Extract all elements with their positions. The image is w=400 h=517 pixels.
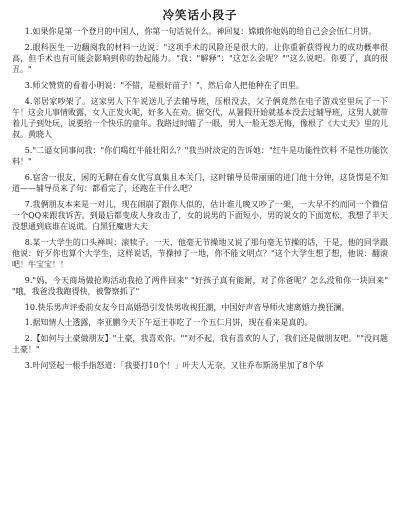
joke-paragraph: 7.我俩朋友本来是一对儿，现在闹崩了跟你人似的，估计谁儿晚又吵了一架，一大早不约而同一个微信一个QQ来跟我诉苦。到最后都变成人身攻击了，女的说男的下面短小，男的说女的下面宽松，我想了半天没想通到底谁在说谎。白黑狂魔唐大夫 [12,199,388,232]
joke-paragraph: 10.快乐男声评委前女友今日高婚恐引发快男收视狂潮，中国好声音导师火速离婚力挽狂澜。 [24,302,350,312]
joke-paragraph: 4.邻居家吵架了。这家男人下午说送儿子去辅导班，压根没去，父子俩竟然在电子游戏室里玩了一下午！这会儿事情败露，女人正发火呢，好多人在劝。据交代，从暑假开始就基本没去过辅导班，这男人就带着儿子到处玩，说要给一个快乐的童年。我路过时瞄了一眼，男人一脸无怨无悔，像根了《大丈夫》里的儿叔。黄晓人 [12,96,388,140]
joke-paragraph: 2.【如何与土豪做朋友】"土豪，我喜欢你。""对不起，我有喜欢的人了，我们还是做朋友吧。""没问题土豪！" [12,334,388,355]
joke-paragraph: 1.据知情人士透露，李亚鹏今天下午逗王菲吃了一个五仁月饼，现在看来是真的。 [24,318,313,328]
joke-paragraph: 5."二逼女同事问我："你们喝红牛能壮阳么？"我当时淡定的告诉她："红牛是功能性饮料 不是性功能饮料！" [12,145,388,167]
joke-paragraph: 6.宿舍一很友，闲的无聊在看女优写真集且本关门，这时辅导员带丽丽的进门他十分钟，这货愣是不知道——辅导员来了句：都看完了，还跑在干什么吧？ [12,172,388,193]
joke-paragraph: 8.某一大学生的口头禅叫：滚犊子。一天，他毫无节操地又说了那句毫无节操的话，于是，他的同学跟他说：好歹你也算个大学生，这样说话，节操掉了一地，你不能文明点？"这个大学生想了想，他说：翻滚吧！牛宝宝！！ [12,237,388,270]
joke-paragraph: 2.眼科医生一边翻阅我的材料一边说："这项手术的风险还是很大的。让你重新获得视力的成功概率很高，但手术也有可能会影响到你的勃起能力。"我："解释"："这怎么会呢？""这么说吧。你要了，真的很丑。" [12,42,388,75]
joke-paragraph: 3.师父赞赏的看着小明说："不错，是根好苗子！"，然后命人把他种在了田里。 [24,80,304,90]
joke-paragraph: 3.叶问竖起一根手指怒道：「我要打10个！」叶夫人无奈，又往乔布斯汤里加了8个华 [24,361,324,371]
joke-paragraph: 9."妈，今天商场做抢购活动我抢了两件回来" "好孩子真有能耐，对了你爸呢？怎么没和你一块回来" "哦，我爸没我跑得快，被警察抓了" [12,275,388,297]
joke-paragraph: 1.如果你是第一个登月的中国人，你第一句话说什么。神回复：嫦娥你他妈的给自己会会伍仁月饼。 [24,27,377,36]
document-title: 冷笑话小段子 [162,8,238,22]
joke-list [12,26,388,371]
